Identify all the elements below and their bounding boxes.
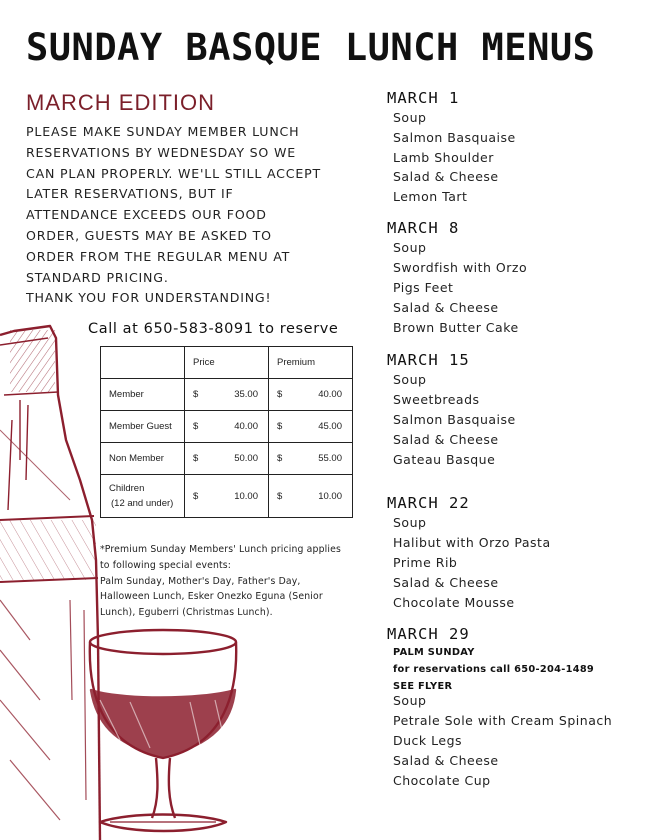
menu-item: Petrale Sole with Cream Spinach (393, 713, 613, 728)
row-label: Member (101, 379, 185, 411)
reservation-phone: Call at 650-583-8091 to reserve (88, 321, 339, 337)
footnote-line: to following special events: (100, 559, 232, 571)
premium-cell (277, 491, 352, 502)
currency-symbol: $ (277, 421, 283, 432)
currency-symbol: $ (193, 389, 199, 400)
pricing-row-children (101, 475, 353, 518)
pricing-row-member-guest (101, 411, 353, 443)
premium-cell (277, 453, 352, 464)
menu-item: Lemon Tart (393, 189, 468, 205)
row-label: Member Guest (101, 411, 185, 443)
price-value: 50.00 (234, 453, 258, 464)
footnote-line: Lunch), Eguberri (Christmas Lunch). (100, 607, 273, 619)
notice-line: STANDARD PRICING. (26, 269, 169, 285)
notice-line: ORDER, GUESTS MAY BE ASKED TO (26, 227, 272, 243)
menu-item: Chocolate Mousse (393, 595, 515, 610)
menu-item: Gateau Basque (393, 452, 496, 467)
currency-symbol: $ (193, 453, 199, 464)
menu-item: Soup (393, 693, 427, 708)
menu-item: Salmon Basquaise (393, 412, 516, 427)
menu-item: Salmon Basquaise (393, 129, 516, 145)
notice-line: THANK YOU FOR UNDERSTANDING! (26, 290, 272, 306)
footnote-line: *Premium Sunday Members' Lunch pricing applies (100, 544, 341, 555)
menu-item: Duck Legs (393, 733, 463, 748)
menu-item: Chocolate Cup (393, 773, 491, 788)
currency-symbol: $ (277, 453, 283, 464)
menu-item: Soup (393, 515, 427, 530)
menu-date: MARCH 15 (387, 351, 470, 369)
premium-value: 10.00 (318, 490, 342, 502)
row-label-line: (12 and under) (111, 498, 174, 509)
menu-march-15 (387, 350, 516, 470)
price-value: 10.00 (234, 490, 258, 502)
notice-line: CAN PLAN PROPERLY. WE'LL STILL ACCEPT (26, 165, 321, 181)
premium-cell (277, 421, 352, 432)
premium-value: 40.00 (318, 389, 342, 400)
currency-symbol: $ (193, 421, 199, 432)
menu-note: PALM SUNDAY (393, 647, 475, 658)
premium-value: 45.00 (318, 421, 342, 432)
price-cell (193, 453, 268, 464)
menu-item: Salad & Cheese (393, 300, 499, 315)
currency-symbol: $ (193, 490, 199, 502)
page-title: SUNDAY BASQUE LUNCH MENUS (26, 26, 596, 69)
pricing-row-member (101, 379, 353, 411)
notice-line: LATER RESERVATIONS, BUT IF (26, 186, 234, 202)
pricing-table (100, 346, 353, 518)
menu-march-1 (387, 88, 516, 207)
menu-item: Salad & Cheese (393, 575, 499, 590)
premium-value: 55.00 (318, 453, 342, 464)
menu-item: Soup (393, 110, 427, 125)
currency-symbol: $ (277, 490, 283, 502)
row-label-line: Children (109, 483, 145, 494)
menu-item: Lamb Shoulder (393, 149, 494, 165)
menu-march-22 (387, 493, 551, 613)
header-price: Price (185, 347, 269, 379)
menu-item: Soup (393, 372, 427, 387)
price-value: 40.00 (234, 421, 258, 432)
edition-heading: MARCH EDITION (26, 90, 215, 115)
pricing-row-non-member (101, 443, 353, 475)
menu-item: Sweetbreads (393, 392, 480, 407)
footnote-line: Palm Sunday, Mother's Day, Father's Day, (100, 575, 301, 587)
wine-glass-icon (90, 630, 236, 831)
footnote-line: Halloween Lunch, Esker Onezko Eguna (Senior (100, 591, 323, 603)
menu-item: Salad & Cheese (393, 432, 499, 447)
menu-march-8 (387, 218, 527, 338)
menu-item: Salad & Cheese (393, 753, 499, 768)
menu-item: Prime Rib (393, 555, 458, 570)
price-cell (193, 421, 268, 432)
menu-note: for reservations call 650-204-1489 (393, 664, 595, 675)
menu-march-29 (387, 624, 612, 791)
header-premium: Premium (269, 347, 353, 379)
menu-item: Soup (393, 240, 427, 255)
price-value: 35.00 (234, 389, 258, 400)
menu-date: MARCH 1 (387, 89, 460, 107)
menu-item: Salad & Cheese (393, 169, 499, 185)
reservation-notice (26, 122, 356, 309)
pricing-header-row (101, 347, 353, 379)
menu-date: MARCH 29 (387, 625, 470, 643)
menu-item: Pigs Feet (393, 280, 454, 295)
currency-symbol: $ (277, 389, 283, 400)
menu-item: Swordfish with Orzo (393, 260, 528, 275)
menu-item: Brown Butter Cake (393, 320, 519, 335)
row-label: Non Member (101, 443, 185, 475)
menu-date: MARCH 22 (387, 494, 470, 512)
menu-item: Halibut with Orzo Pasta (393, 535, 551, 550)
notice-line: RESERVATIONS BY WEDNESDAY SO WE (26, 144, 296, 160)
row-label (101, 475, 185, 518)
price-cell (193, 389, 268, 400)
menu-date: MARCH 8 (387, 219, 460, 237)
premium-pricing-footnote (100, 542, 362, 621)
header-cell (101, 347, 185, 379)
price-cell (193, 491, 268, 502)
notice-line: PLEASE MAKE SUNDAY MEMBER LUNCH (26, 124, 300, 139)
premium-cell (277, 389, 352, 400)
notice-line: ORDER FROM THE REGULAR MENU AT (26, 248, 291, 264)
wine-bottle-icon (0, 326, 100, 840)
notice-line: ATTENDANCE EXCEEDS OUR FOOD (26, 207, 267, 223)
menu-note: SEE FLYER (393, 681, 453, 692)
